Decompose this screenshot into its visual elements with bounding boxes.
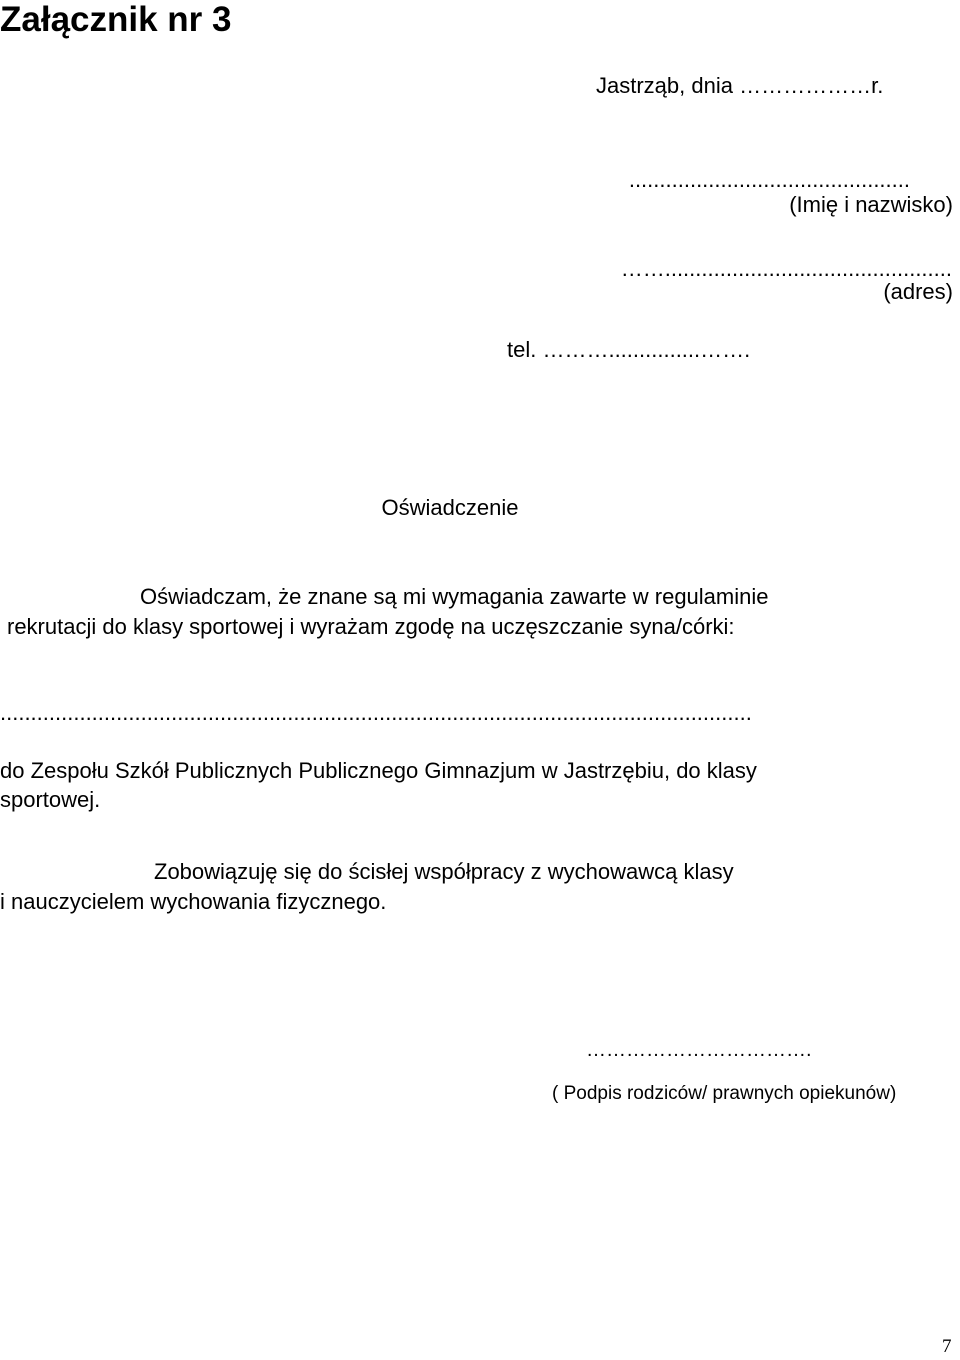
school-line-1: do Zespołu Szkół Publicznych Publicznego Gimnazjum w Jastrzębiu, do klasy xyxy=(0,758,757,783)
name-label: (Imię i nazwisko) xyxy=(789,192,953,217)
page-title: Załącznik nr 3 xyxy=(0,0,232,39)
statement-line-1: Oświadczam, że znane są mi wymagania zawarte w regulaminie xyxy=(140,584,769,609)
school-line-2: sportowej. xyxy=(0,787,101,812)
signature-label: ( Podpis rodziców/ prawnych opiekunów) xyxy=(552,1083,897,1104)
document-heading: Oświadczenie xyxy=(381,495,519,520)
name-dots: .............................................. xyxy=(628,167,910,192)
statement-line-2: rekrutacji do klasy sportowej i wyrażam zgodę na uczęszczanie syna/córki: xyxy=(7,614,735,639)
place-date-line: Jastrząb, dnia ………………r. xyxy=(596,73,884,98)
commitment-line-1: Zobowiązuję się do ścisłej współpracy z wychowawcą klasy xyxy=(154,859,734,884)
phone-line: tel. ………...............……. xyxy=(507,337,751,362)
address-dots: ……............................................... xyxy=(620,256,952,281)
commitment-line-2: i nauczycielem wychowania fizycznego. xyxy=(0,889,387,914)
address-label: (adres) xyxy=(883,279,953,304)
signature-dots: ……………………………. xyxy=(586,1039,812,1061)
child-name-dots: ........................................................................................................................... xyxy=(0,700,752,725)
page-number: 7 xyxy=(942,1336,952,1357)
